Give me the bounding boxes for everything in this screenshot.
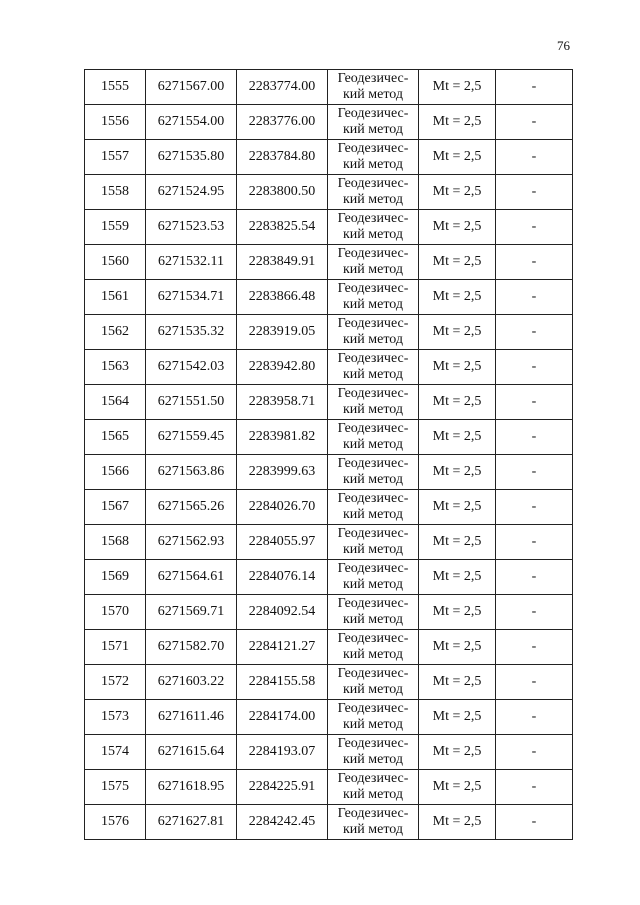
accuracy-cell: Mt = 2,5 (419, 245, 496, 280)
accuracy-cell: Mt = 2,5 (419, 770, 496, 805)
method-line-1: Геодезичес- (337, 351, 409, 366)
point-number-cell: 1575 (85, 770, 146, 805)
point-number-cell: 1566 (85, 455, 146, 490)
y-coordinate-cell: 2284242.45 (237, 805, 328, 840)
point-number-cell: 1570 (85, 595, 146, 630)
table-row (85, 385, 573, 420)
table-row (85, 140, 573, 175)
note-cell: - (496, 140, 573, 175)
method-cell (328, 245, 419, 280)
method-line-2: кий метод (342, 157, 403, 172)
y-coordinate-cell: 2284076.14 (237, 560, 328, 595)
method-cell (328, 525, 419, 560)
method-line-1: Геодезичес- (337, 71, 409, 86)
method-line-1: Геодезичес- (337, 666, 409, 681)
table-row (85, 770, 573, 805)
x-coordinate-cell: 6271542.03 (146, 350, 237, 385)
method-line-2: кий метод (342, 612, 403, 627)
x-coordinate-cell: 6271582.70 (146, 630, 237, 665)
method-line-2: кий метод (342, 367, 403, 382)
method-cell (328, 490, 419, 525)
method-line-2: кий метод (342, 577, 403, 592)
method-line-1: Геодезичес- (337, 176, 409, 191)
note-cell: - (496, 700, 573, 735)
y-coordinate-cell: 2283849.91 (237, 245, 328, 280)
accuracy-cell: Mt = 2,5 (419, 210, 496, 245)
method-line-1: Геодезичес- (337, 806, 409, 821)
table-row (85, 490, 573, 525)
accuracy-cell: Mt = 2,5 (419, 385, 496, 420)
method-cell (328, 210, 419, 245)
table-row (85, 455, 573, 490)
point-number-cell: 1565 (85, 420, 146, 455)
method-line-1: Геодезичес- (337, 701, 409, 716)
point-number-cell: 1563 (85, 350, 146, 385)
note-cell: - (496, 455, 573, 490)
point-number-cell: 1574 (85, 735, 146, 770)
method-line-2: кий метод (342, 472, 403, 487)
method-cell (328, 385, 419, 420)
method-line-1: Геодезичес- (337, 281, 409, 296)
method-line-2: кий метод (342, 87, 403, 102)
table-row (85, 700, 573, 735)
table-row (85, 560, 573, 595)
method-line-1: Геодезичес- (337, 526, 409, 541)
y-coordinate-cell: 2284174.00 (237, 700, 328, 735)
method-line-1: Геодезичес- (337, 421, 409, 436)
coordinates-table (84, 69, 573, 840)
accuracy-cell: Mt = 2,5 (419, 70, 496, 105)
method-line-2: кий метод (342, 122, 403, 137)
method-cell (328, 455, 419, 490)
note-cell: - (496, 420, 573, 455)
method-cell (328, 105, 419, 140)
accuracy-cell: Mt = 2,5 (419, 420, 496, 455)
accuracy-cell: Mt = 2,5 (419, 455, 496, 490)
x-coordinate-cell: 6271615.64 (146, 735, 237, 770)
table-row (85, 525, 573, 560)
table-row (85, 280, 573, 315)
note-cell: - (496, 665, 573, 700)
method-cell (328, 350, 419, 385)
y-coordinate-cell: 2284121.27 (237, 630, 328, 665)
method-line-1: Геодезичес- (337, 316, 409, 331)
method-line-2: кий метод (342, 752, 403, 767)
note-cell: - (496, 315, 573, 350)
point-number-cell: 1567 (85, 490, 146, 525)
table-row (85, 630, 573, 665)
x-coordinate-cell: 6271523.53 (146, 210, 237, 245)
method-line-1: Геодезичес- (337, 596, 409, 611)
note-cell: - (496, 595, 573, 630)
note-cell: - (496, 385, 573, 420)
method-cell (328, 665, 419, 700)
accuracy-cell: Mt = 2,5 (419, 525, 496, 560)
y-coordinate-cell: 2283774.00 (237, 70, 328, 105)
accuracy-cell: Mt = 2,5 (419, 490, 496, 525)
method-line-2: кий метод (342, 227, 403, 242)
y-coordinate-cell: 2283981.82 (237, 420, 328, 455)
point-number-cell: 1559 (85, 210, 146, 245)
accuracy-cell: Mt = 2,5 (419, 105, 496, 140)
note-cell: - (496, 70, 573, 105)
method-line-1: Геодезичес- (337, 736, 409, 751)
y-coordinate-cell: 2283942.80 (237, 350, 328, 385)
x-coordinate-cell: 6271565.26 (146, 490, 237, 525)
table-row (85, 420, 573, 455)
method-line-1: Геодезичес- (337, 456, 409, 471)
method-line-1: Геодезичес- (337, 386, 409, 401)
y-coordinate-cell: 2283958.71 (237, 385, 328, 420)
point-number-cell: 1576 (85, 805, 146, 840)
method-cell (328, 735, 419, 770)
accuracy-cell: Mt = 2,5 (419, 700, 496, 735)
method-cell (328, 175, 419, 210)
method-line-1: Геодезичес- (337, 561, 409, 576)
method-cell (328, 770, 419, 805)
table-row (85, 315, 573, 350)
method-line-2: кий метод (342, 787, 403, 802)
accuracy-cell: Mt = 2,5 (419, 560, 496, 595)
x-coordinate-cell: 6271569.71 (146, 595, 237, 630)
method-cell (328, 70, 419, 105)
accuracy-cell: Mt = 2,5 (419, 315, 496, 350)
y-coordinate-cell: 2284026.70 (237, 490, 328, 525)
note-cell: - (496, 350, 573, 385)
method-line-2: кий метод (342, 682, 403, 697)
note-cell: - (496, 245, 573, 280)
point-number-cell: 1560 (85, 245, 146, 280)
page-number: 76 (557, 38, 570, 53)
point-number-cell: 1571 (85, 630, 146, 665)
method-cell (328, 805, 419, 840)
point-number-cell: 1562 (85, 315, 146, 350)
method-line-1: Геодезичес- (337, 631, 409, 646)
method-cell (328, 560, 419, 595)
method-line-2: кий метод (342, 822, 403, 837)
y-coordinate-cell: 2283800.50 (237, 175, 328, 210)
table-row (85, 665, 573, 700)
method-line-2: кий метод (342, 262, 403, 277)
method-line-1: Геодезичес- (337, 211, 409, 226)
method-cell (328, 420, 419, 455)
method-cell (328, 140, 419, 175)
note-cell: - (496, 105, 573, 140)
accuracy-cell: Mt = 2,5 (419, 350, 496, 385)
method-line-2: кий метод (342, 402, 403, 417)
x-coordinate-cell: 6271603.22 (146, 665, 237, 700)
coordinates-table-body (85, 70, 573, 840)
point-number-cell: 1556 (85, 105, 146, 140)
x-coordinate-cell: 6271554.00 (146, 105, 237, 140)
method-line-1: Геодезичес- (337, 771, 409, 786)
point-number-cell: 1557 (85, 140, 146, 175)
point-number-cell: 1569 (85, 560, 146, 595)
method-line-1: Геодезичес- (337, 106, 409, 121)
method-cell (328, 280, 419, 315)
note-cell: - (496, 770, 573, 805)
note-cell: - (496, 805, 573, 840)
point-number-cell: 1573 (85, 700, 146, 735)
method-cell (328, 700, 419, 735)
note-cell: - (496, 175, 573, 210)
method-line-2: кий метод (342, 717, 403, 732)
accuracy-cell: Mt = 2,5 (419, 175, 496, 210)
x-coordinate-cell: 6271524.95 (146, 175, 237, 210)
table-row (85, 105, 573, 140)
method-cell (328, 315, 419, 350)
accuracy-cell: Mt = 2,5 (419, 140, 496, 175)
x-coordinate-cell: 6271611.46 (146, 700, 237, 735)
x-coordinate-cell: 6271535.80 (146, 140, 237, 175)
method-line-1: Геодезичес- (337, 246, 409, 261)
table-row (85, 175, 573, 210)
point-number-cell: 1561 (85, 280, 146, 315)
method-line-2: кий метод (342, 437, 403, 452)
x-coordinate-cell: 6271534.71 (146, 280, 237, 315)
table-row (85, 350, 573, 385)
x-coordinate-cell: 6271618.95 (146, 770, 237, 805)
x-coordinate-cell: 6271627.81 (146, 805, 237, 840)
accuracy-cell: Mt = 2,5 (419, 665, 496, 700)
point-number-cell: 1555 (85, 70, 146, 105)
x-coordinate-cell: 6271535.32 (146, 315, 237, 350)
y-coordinate-cell: 2283825.54 (237, 210, 328, 245)
y-coordinate-cell: 2283866.48 (237, 280, 328, 315)
y-coordinate-cell: 2284155.58 (237, 665, 328, 700)
note-cell: - (496, 490, 573, 525)
x-coordinate-cell: 6271551.50 (146, 385, 237, 420)
method-line-2: кий метод (342, 192, 403, 207)
note-cell: - (496, 525, 573, 560)
method-line-2: кий метод (342, 332, 403, 347)
table-row (85, 735, 573, 770)
y-coordinate-cell: 2284225.91 (237, 770, 328, 805)
x-coordinate-cell: 6271562.93 (146, 525, 237, 560)
point-number-cell: 1558 (85, 175, 146, 210)
table-row (85, 70, 573, 105)
table-row (85, 210, 573, 245)
y-coordinate-cell: 2284092.54 (237, 595, 328, 630)
method-line-2: кий метод (342, 507, 403, 522)
x-coordinate-cell: 6271564.61 (146, 560, 237, 595)
method-line-1: Геодезичес- (337, 491, 409, 506)
point-number-cell: 1564 (85, 385, 146, 420)
note-cell: - (496, 210, 573, 245)
x-coordinate-cell: 6271567.00 (146, 70, 237, 105)
y-coordinate-cell: 2283999.63 (237, 455, 328, 490)
table-row (85, 805, 573, 840)
y-coordinate-cell: 2284193.07 (237, 735, 328, 770)
y-coordinate-cell: 2283776.00 (237, 105, 328, 140)
accuracy-cell: Mt = 2,5 (419, 735, 496, 770)
y-coordinate-cell: 2283784.80 (237, 140, 328, 175)
x-coordinate-cell: 6271559.45 (146, 420, 237, 455)
note-cell: - (496, 280, 573, 315)
point-number-cell: 1572 (85, 665, 146, 700)
accuracy-cell: Mt = 2,5 (419, 595, 496, 630)
accuracy-cell: Mt = 2,5 (419, 630, 496, 665)
method-line-1: Геодезичес- (337, 141, 409, 156)
method-line-2: кий метод (342, 542, 403, 557)
accuracy-cell: Mt = 2,5 (419, 805, 496, 840)
point-number-cell: 1568 (85, 525, 146, 560)
note-cell: - (496, 735, 573, 770)
table-row (85, 595, 573, 630)
x-coordinate-cell: 6271563.86 (146, 455, 237, 490)
accuracy-cell: Mt = 2,5 (419, 280, 496, 315)
y-coordinate-cell: 2284055.97 (237, 525, 328, 560)
method-line-2: кий метод (342, 647, 403, 662)
method-line-2: кий метод (342, 297, 403, 312)
note-cell: - (496, 630, 573, 665)
note-cell: - (496, 560, 573, 595)
method-cell (328, 595, 419, 630)
x-coordinate-cell: 6271532.11 (146, 245, 237, 280)
table-row (85, 245, 573, 280)
y-coordinate-cell: 2283919.05 (237, 315, 328, 350)
method-cell (328, 630, 419, 665)
